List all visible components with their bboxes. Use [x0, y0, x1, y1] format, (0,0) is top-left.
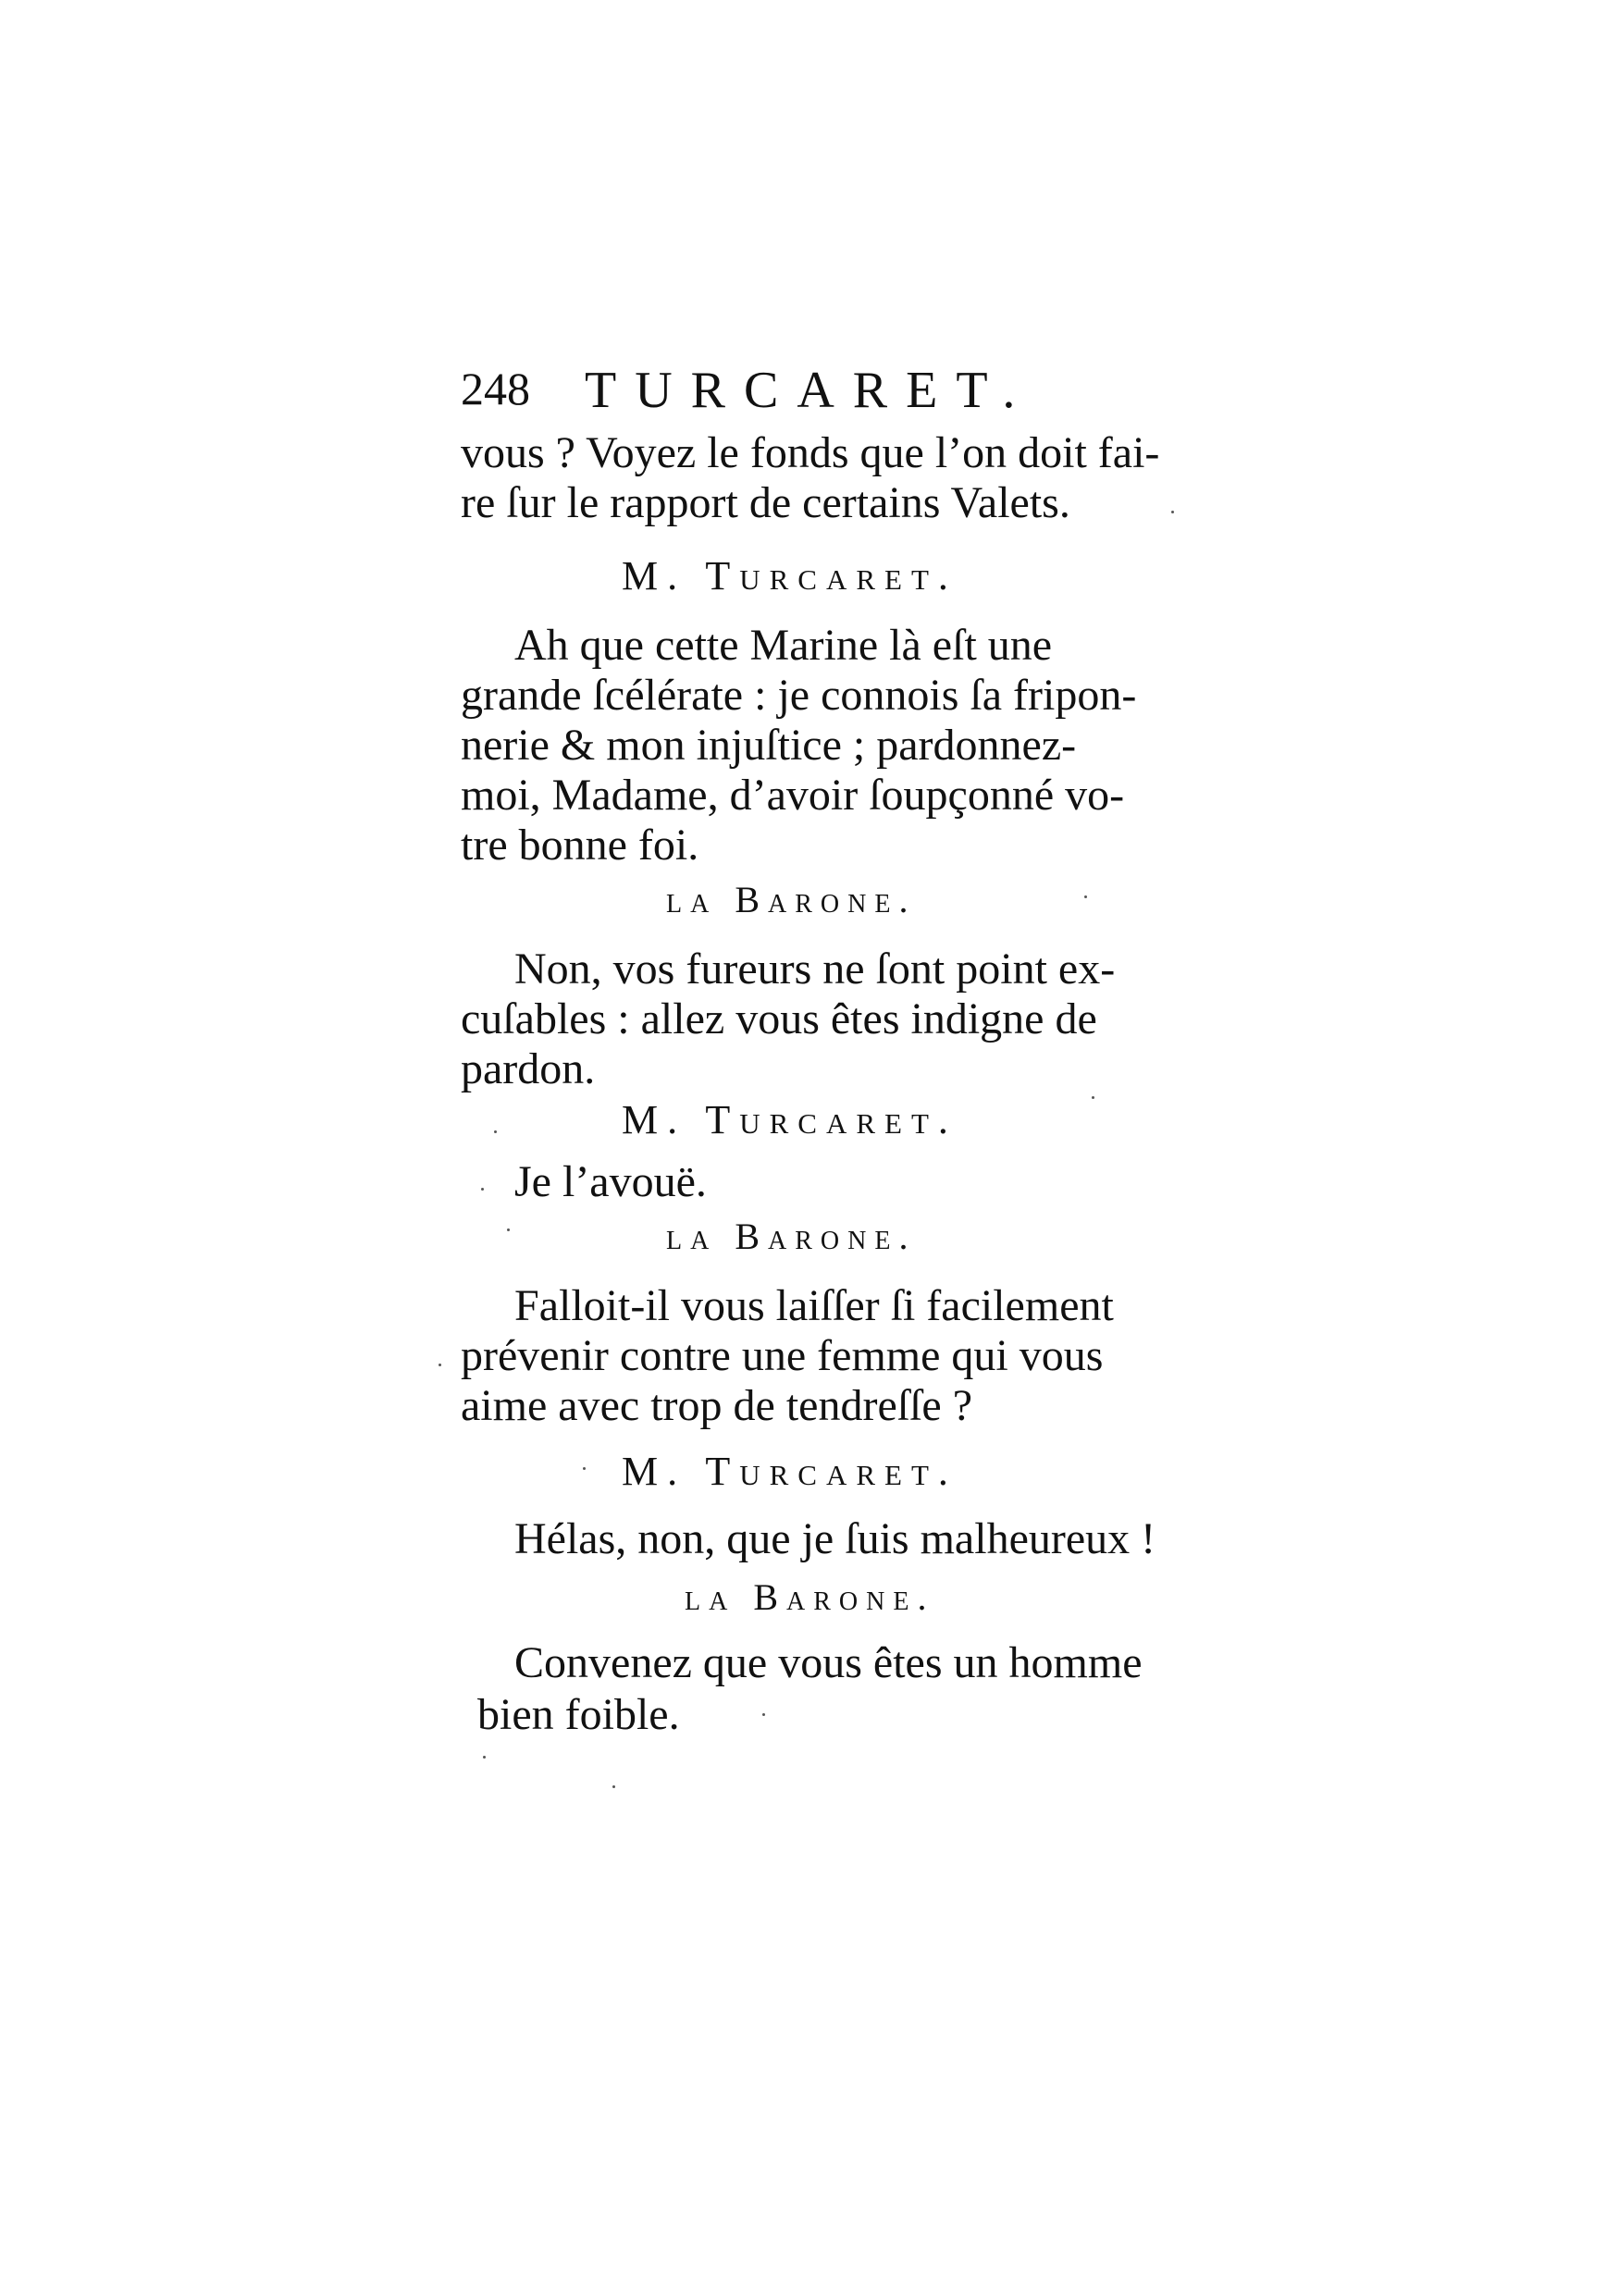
print-speck — [507, 1228, 510, 1231]
text-line: prévenir contre une femme qui vous — [461, 1331, 1104, 1380]
text-line: Ah que cette Marine là eſt une — [514, 621, 1053, 670]
print-speck — [1171, 511, 1174, 513]
text-line: re ſur le rapport de certains Valets. — [461, 478, 1070, 527]
print-speck — [1084, 895, 1087, 898]
text-line: Falloit-il vous laiſſer ſi facilement — [514, 1281, 1114, 1330]
page-number: 248 — [461, 363, 530, 414]
text-line: Je l’avouë. — [514, 1157, 707, 1206]
speaker-heading: la Barone. — [666, 1216, 917, 1257]
speaker-heading: la Barone. — [666, 879, 917, 920]
print-speck — [483, 1756, 486, 1759]
text-line: Hélas, non, que je ſuis malheureux ! — [514, 1514, 1156, 1563]
text-line: vous ? Voyez le fonds que l’on doit fai- — [461, 428, 1160, 477]
print-speck — [439, 1364, 441, 1366]
text-line: bien foible. — [477, 1690, 680, 1739]
text-line: pardon. — [461, 1044, 596, 1093]
print-speck — [1092, 1096, 1094, 1099]
text-line: grande ſcélérate : je connois ſa fripon- — [461, 671, 1137, 720]
running-title: TURCARET. — [585, 362, 1034, 419]
text-line: moi, Madame, d’avoir ſoupçonné vo- — [461, 771, 1125, 820]
print-speck — [612, 1785, 615, 1788]
text-line: Non, vos fureurs ne ſont point ex- — [514, 944, 1116, 994]
speaker-heading: M. Turcaret. — [622, 553, 958, 599]
speaker-heading: M. Turcaret. — [622, 1097, 958, 1142]
text-line: nerie & mon injuſtice ; pardonnez- — [461, 721, 1077, 770]
print-speck — [583, 1467, 586, 1470]
speaker-heading: M. Turcaret. — [622, 1449, 958, 1494]
print-speck — [762, 1713, 765, 1716]
print-speck — [494, 1130, 497, 1133]
text-line: cuſables : allez vous êtes indigne de — [461, 994, 1097, 1043]
text-line: aime avec trop de tendreſſe ? — [461, 1381, 973, 1430]
text-line: Convenez que vous êtes un homme — [514, 1638, 1143, 1687]
print-speck — [481, 1188, 484, 1191]
text-line: tre bonne foi. — [461, 821, 699, 870]
speaker-heading: la Barone. — [685, 1576, 935, 1618]
